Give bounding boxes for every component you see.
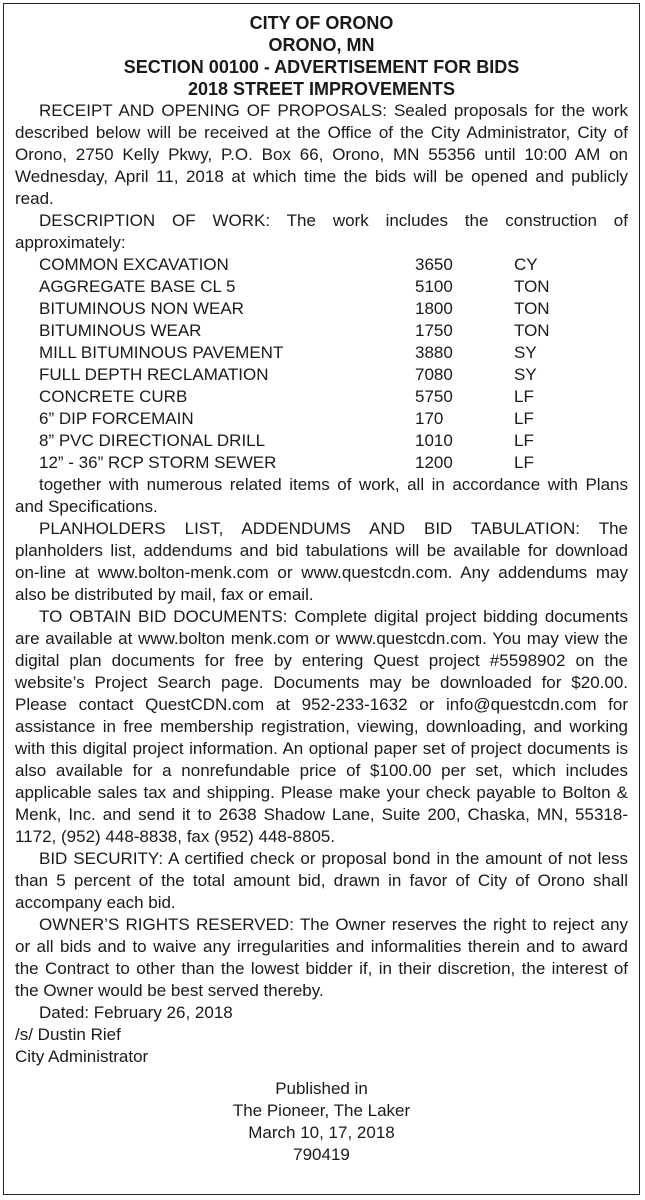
publication-info <box>15 1078 628 1166</box>
item-quantity: 3880 <box>415 343 453 362</box>
item-unit: SY <box>514 343 537 362</box>
planholders-paragraph: PLANHOLDERS LIST, ADDENDUMS AND BID TABULATION: The planholders list, addendums and bid tabulations will be available for download on-line at www.bolton-menk.com or www.questcdn.com. Any addendums may also be distributed by mail, fax or email. <box>15 519 628 604</box>
item-description: 6” DIP FORCEMAIN <box>39 409 194 428</box>
item-description: BITUMINOUS WEAR <box>39 321 202 340</box>
item-quantity: 5100 <box>415 277 453 296</box>
item-unit: TON <box>514 277 550 296</box>
list-item <box>15 386 628 408</box>
work-items-list <box>15 254 628 474</box>
header-city: CITY OF ORONO <box>249 13 394 33</box>
item-unit: TON <box>514 321 550 340</box>
publication-papers: The Pioneer, The Laker <box>232 1101 411 1120</box>
list-item <box>15 408 628 430</box>
obtain-documents-paragraph: TO OBTAIN BID DOCUMENTS: Complete digital project bidding documents are available at www.bolton menk.com or www.questcdn.com. You may view the digital plan documents for free by entering Quest project #5598902 on the website’s Project Search page. Documents may be downloaded for $20.00. Please contact QuestCDN.com at 952-233-1632 or info@questcdn.com for assistance in free membership registration, viewing, downloading, and working with this digital project information. An optional paper set of project documents is also available for a nonrefundable price of $100.00 per set, which includes applicable sales tax and shipping. Please make your check payable to Bolton & Menk, Inc. and send it to 2638 Shadow Lane, Suite 200, Chaska, MN, 55318-1172, (952) 448-8838, fax (952) 448-8805. <box>15 607 628 846</box>
publication-dates: March 10, 17, 2018 <box>248 1123 395 1142</box>
item-description: MILL BITUMINOUS PAVEMENT <box>39 343 284 362</box>
legal-notice <box>3 3 640 1195</box>
item-quantity: 170 <box>415 409 444 428</box>
item-description: 12” - 36” RCP STORM SEWER <box>39 453 277 472</box>
item-unit: LF <box>514 453 534 472</box>
item-unit: TON <box>514 299 550 318</box>
item-quantity: 1750 <box>415 321 453 340</box>
item-description: COMMON EXCAVATION <box>39 255 229 274</box>
bid-security-paragraph: BID SECURITY: A certified check or proposal bond in the amount of not less than 5 percent of the total amount bid, drawn in favor of City of Orono shall accompany each bid. <box>15 849 628 912</box>
list-item <box>15 320 628 342</box>
header-project: 2018 STREET IMPROVEMENTS <box>187 79 456 99</box>
item-quantity: 5750 <box>415 387 453 406</box>
list-item <box>15 254 628 276</box>
header-location: ORONO, MN <box>268 35 375 55</box>
list-item <box>15 364 628 386</box>
item-quantity: 1200 <box>415 453 453 472</box>
item-unit: LF <box>514 409 534 428</box>
receipt-paragraph: RECEIPT AND OPENING OF PROPOSALS: Sealed proposals for the work described below will be received at the Office of the City Administrator, City of Orono, 2750 Kelly Pkwy, P.O. Box 66, Orono, MN 55356 until 10:00 AM on Wednesday, April 11, 2018 at which time the bids will be opened and publicly read. <box>15 101 628 208</box>
list-item <box>15 452 628 474</box>
signer-title: City Administrator <box>15 1047 149 1066</box>
item-unit: SY <box>514 365 537 384</box>
together-paragraph: together with numerous related items of work, all in accordance with Plans and Specifications. <box>15 475 628 516</box>
item-unit: LF <box>514 431 534 450</box>
item-quantity: 1800 <box>415 299 453 318</box>
item-description: BITUMINOUS NON WEAR <box>39 299 244 318</box>
list-item <box>15 430 628 452</box>
item-quantity: 7080 <box>415 365 453 384</box>
item-quantity: 1010 <box>415 431 453 450</box>
publication-id: 790419 <box>293 1145 350 1164</box>
signature-line: /s/ Dustin Rief <box>15 1025 121 1044</box>
item-description: FULL DEPTH RECLAMATION <box>39 365 269 384</box>
dated-line: Dated: February 26, 2018 <box>39 1003 233 1022</box>
item-description: AGGREGATE BASE CL 5 <box>39 277 236 296</box>
item-description: CONCRETE CURB <box>39 387 188 406</box>
header-section: SECTION 00100 - ADVERTISEMENT FOR BIDS <box>123 57 520 77</box>
item-unit: LF <box>514 387 534 406</box>
list-item <box>15 298 628 320</box>
item-quantity: 3650 <box>415 255 453 274</box>
owners-rights-paragraph: OWNER’S RIGHTS RESERVED: The Owner reserves the right to reject any or all bids and to waive any irregularities and informalities therein and to award the Contract to other than the lowest bidder if, in their discretion, the interest of the Owner would be best served thereby. <box>15 915 628 1000</box>
notice-header <box>15 12 628 100</box>
description-paragraph: DESCRIPTION OF WORK: The work includes the construction of approximately: <box>15 211 628 252</box>
item-unit: CY <box>514 255 538 274</box>
list-item <box>15 342 628 364</box>
item-description: 8” PVC DIRECTIONAL DRILL <box>39 431 266 450</box>
publication-label: Published in <box>275 1079 368 1098</box>
list-item <box>15 276 628 298</box>
